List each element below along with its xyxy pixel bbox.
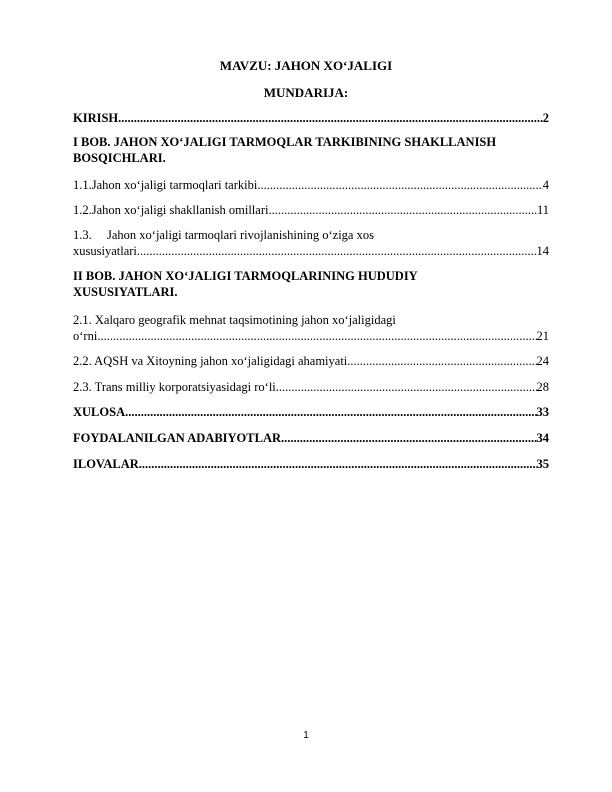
toc-page-number: 4 (542, 178, 549, 192)
toc-page-number: 33 (536, 405, 549, 419)
toc-entry-label-continued: o‘rni (73, 329, 98, 343)
contents-heading: MUNDARIJA: (263, 85, 349, 100)
toc-leader-dots (276, 379, 537, 395)
toc-page-number: 14 (536, 244, 549, 258)
toc-leader-dots (97, 328, 536, 344)
toc-section-number: 1.2. (73, 203, 92, 217)
toc-entry-label-continued: XUSUSIYATLARI. (73, 285, 178, 299)
toc-entry-1-2[interactable] (73, 202, 549, 218)
toc-entry-chapter-1[interactable] (73, 134, 549, 166)
toc-entry-label: KIRISH (73, 111, 119, 125)
toc-leader-dots (118, 110, 543, 126)
toc-page-number: 28 (536, 380, 549, 394)
toc-entry-label: ILOVALAR (73, 457, 139, 471)
toc-entry-label: I BOB. JAHON XO‘JALIGI TARMOQLAR TARKIBINING SHAKLLANISH (73, 135, 497, 149)
toc-entry-label-continued: BOSQICHLARI. (73, 151, 166, 165)
toc-page-number: 35 (536, 457, 549, 471)
toc-page-number: 2 (542, 111, 549, 125)
toc-entry-kirish[interactable] (73, 110, 549, 126)
toc-page-number: 34 (536, 431, 549, 445)
page-number: 1 (303, 730, 309, 741)
topic-heading: MAVZU: JAHON XO‘JALIGI (219, 58, 393, 73)
toc-entry-chapter-2[interactable] (73, 268, 549, 300)
toc-page-number: 11 (536, 203, 549, 217)
toc-leader-dots (139, 456, 537, 472)
toc-entry-label: 2.3. Trans milliy korporatsiyasidagi ro‘li (73, 380, 276, 394)
toc-entry-label: 2.2. AQSH va Xitoyning jahon xo‘jaligidagi ahamiyati (73, 354, 348, 368)
toc-entry-2-2[interactable] (73, 353, 549, 369)
toc-entry-label: FOYDALANILGAN ADABIYOTLAR (73, 431, 282, 445)
toc-entry-label: II BOB. JAHON XO‘JALIGI TARMOQLARINING HUDUDIY (73, 269, 418, 283)
toc-entry-xulosa[interactable] (73, 404, 549, 420)
toc-entry-label: 2.1. Xalqaro geografik mehnat taqsimotining jahon xo‘jaligidagi (73, 313, 396, 327)
toc-leader-dots (281, 430, 536, 446)
toc-entry-2-1[interactable] (73, 312, 549, 344)
toc-entry-appendices[interactable] (73, 456, 549, 472)
toc-section-number: 1.1. (73, 178, 92, 192)
toc-entry-label-continued: xususiyatlari (73, 244, 137, 258)
toc-entry-label: Jahon xo‘jaligi shakllanish omillari (91, 203, 269, 217)
toc-page-number: 21 (536, 329, 549, 343)
toc-entry-1-3[interactable] (73, 227, 549, 259)
toc-leader-dots (137, 243, 537, 259)
toc-page-number: 24 (536, 354, 549, 368)
toc-entry-label: XULOSA (73, 405, 126, 419)
toc-entry-1-1[interactable] (73, 177, 549, 193)
toc-leader-dots (125, 404, 536, 420)
toc-section-number: 1.3. (73, 228, 92, 242)
toc-entry-label: Jahon xo‘jaligi tarmoqlari tarkibi (91, 178, 258, 192)
toc-leader-dots (257, 177, 542, 193)
toc-leader-dots (268, 202, 536, 218)
toc-leader-dots (347, 353, 536, 369)
toc-entry-label: Jahon xo‘jaligi tarmoqlari rivojlanishining o‘ziga xos (107, 228, 374, 242)
toc-entry-references[interactable] (73, 430, 549, 446)
toc-entry-2-3[interactable] (73, 379, 549, 395)
